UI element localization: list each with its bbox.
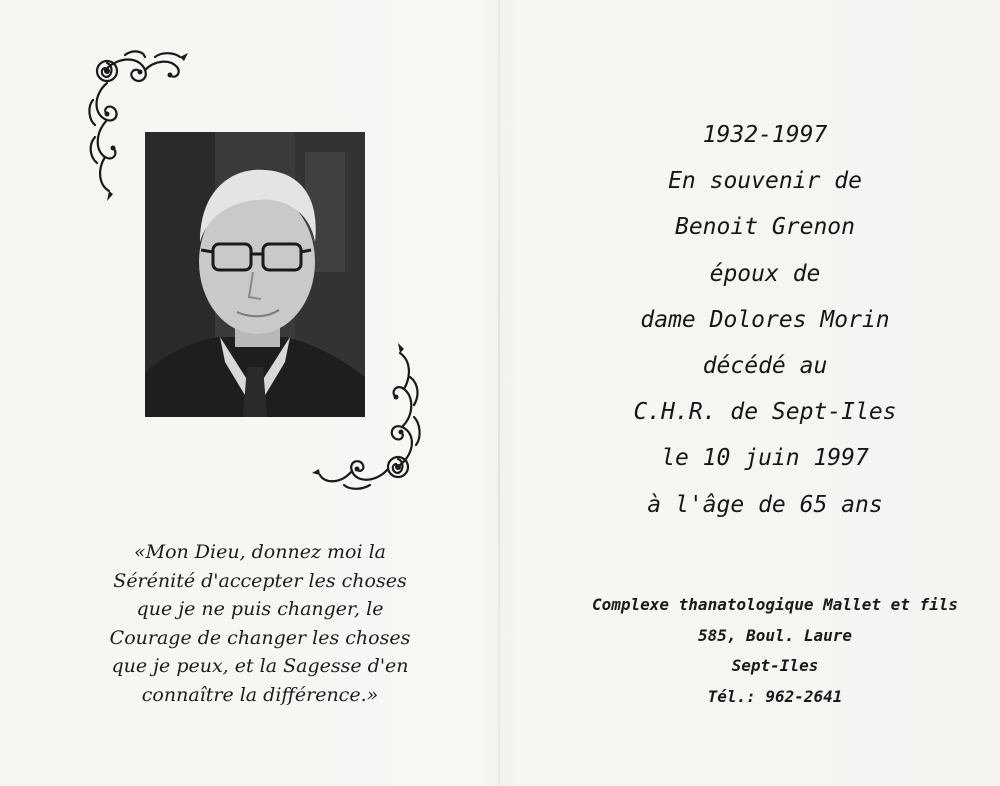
prayer-line: Sérénité d'accepter les choses: [113, 569, 407, 592]
funeral-home-info: [560, 590, 990, 712]
prayer-line: que je ne puis changer, le: [136, 598, 384, 620]
deceased-name: Benoit Grenon: [674, 214, 855, 241]
serenity-prayer: [100, 538, 420, 709]
notice-line: époux de: [709, 260, 821, 287]
date-of-death: le 10 juin 1997: [661, 445, 869, 472]
funeral-home-city: Sept-Iles: [731, 656, 819, 675]
prayer-line: connaître la différence.»: [141, 683, 379, 706]
prayer-line: Courage de changer les choses: [109, 626, 411, 649]
age-at-death: à l'âge de 65 ans: [647, 491, 883, 518]
funeral-home-address: 585, Boul. Laure: [697, 625, 853, 645]
notice-line: En souvenir de: [668, 168, 862, 195]
funeral-home-phone: Tél.: 962-2641: [707, 686, 843, 706]
prayer-line: que je peux, et la Sagesse d'en: [111, 655, 409, 677]
notice-line: décédé au: [702, 353, 828, 380]
card-fold: [498, 0, 500, 786]
spouse-name: dame Dolores Morin: [640, 306, 890, 333]
place-of-death: C.H.R. de Sept-Iles: [633, 399, 897, 426]
memorial-notice: [560, 112, 970, 528]
life-years: 1932-1997: [702, 122, 828, 148]
prayer-line: «Mon Dieu, donnez moi la: [133, 541, 386, 563]
scroll-ornament-icon: [310, 325, 425, 495]
funeral-home-name: Complexe thanatologique Mallet et fils: [591, 595, 959, 614]
